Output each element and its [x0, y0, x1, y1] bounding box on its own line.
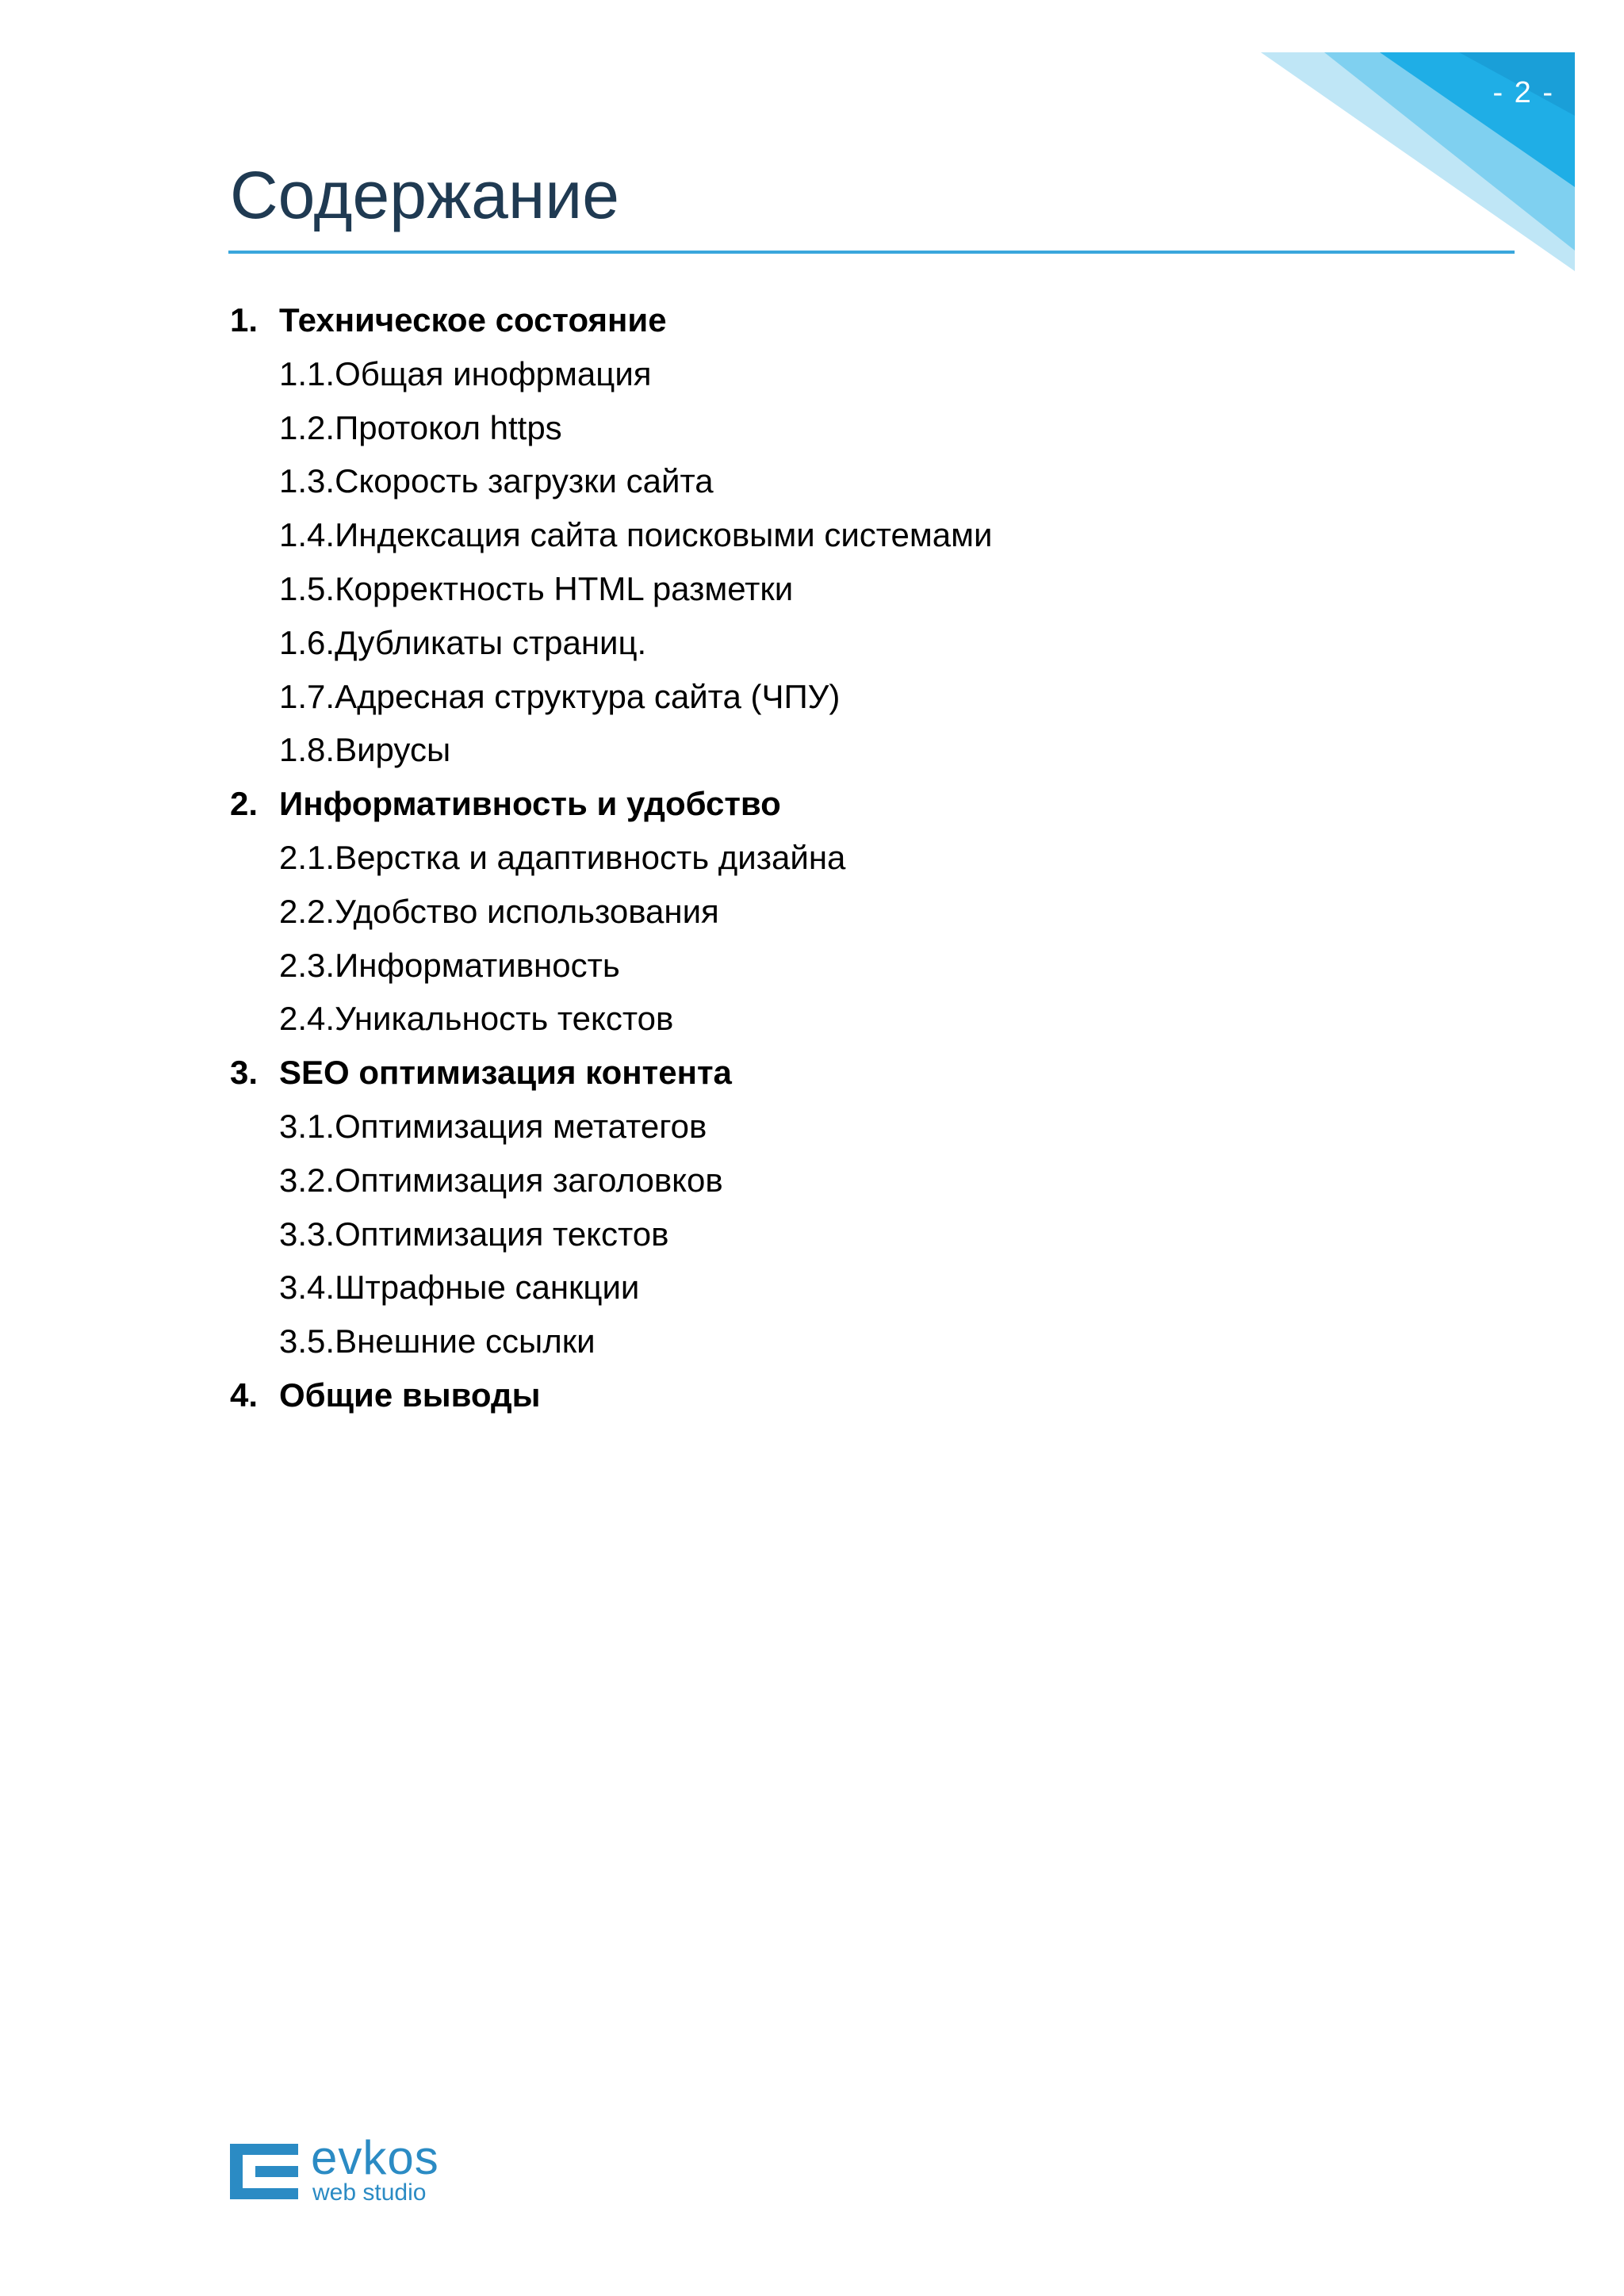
toc-entry-label: Скорость загрузки сайта — [335, 462, 714, 500]
toc-subsection[interactable] — [230, 992, 992, 1046]
toc-entry-number: 3.2. — [279, 1161, 335, 1199]
toc-entry-number: 2.3. — [279, 946, 335, 984]
toc-entry-number: 2. — [230, 785, 259, 823]
toc-entry-label: Оптимизация метатегов — [335, 1107, 707, 1145]
toc-subsection[interactable] — [230, 508, 992, 562]
toc-entry-label: Удобство использования — [335, 892, 719, 930]
toc-subsection[interactable] — [230, 454, 992, 508]
toc-subsection[interactable] — [230, 616, 992, 670]
toc-entry-label: Внешние ссылки — [335, 1322, 596, 1360]
toc-section[interactable] — [230, 777, 992, 831]
toc-entry-number: 1.5. — [279, 569, 335, 607]
logo-name: evkos — [311, 2131, 439, 2184]
toc-subsection[interactable] — [230, 1207, 992, 1261]
toc-entry-label: Общая инофрмация — [335, 354, 652, 392]
table-of-contents — [230, 293, 992, 1422]
toc-section[interactable] — [230, 1368, 992, 1422]
toc-entry-number: 3.4. — [279, 1269, 335, 1307]
toc-subsection[interactable] — [230, 939, 992, 993]
logo-icon — [230, 2144, 298, 2199]
toc-entry-number: 1.4. — [279, 516, 335, 554]
toc-entry-number: 1.8. — [279, 731, 335, 769]
toc-entry-label: Общие выводы — [279, 1376, 541, 1414]
toc-subsection[interactable] — [230, 562, 992, 616]
toc-subsection[interactable] — [230, 1154, 992, 1207]
toc-entry-number: 3.1. — [279, 1107, 335, 1145]
toc-entry-label: Оптимизация заголовков — [335, 1161, 723, 1199]
toc-subsection[interactable] — [230, 885, 992, 939]
toc-entry-label: Техническое состояние — [279, 301, 667, 339]
toc-entry-number: 1.6. — [279, 623, 335, 661]
toc-entry-label: Корректность HTML разметки — [335, 569, 794, 607]
toc-entry-label: Уникальность текстов — [335, 1000, 674, 1038]
toc-subsection[interactable] — [230, 1314, 992, 1368]
toc-entry-number: 4. — [230, 1376, 259, 1414]
toc-entry-label: Штрафные санкции — [335, 1269, 640, 1307]
toc-subsection[interactable] — [230, 670, 992, 724]
toc-entry-number: 3. — [230, 1054, 259, 1092]
logo-tagline: web studio — [312, 2179, 427, 2206]
evkos-logo — [230, 2131, 468, 2212]
toc-entry-label: SEO оптимизация контента — [279, 1054, 732, 1092]
toc-entry-number: 2.1. — [279, 838, 335, 876]
toc-section[interactable] — [230, 293, 992, 347]
toc-entry-label: Информативность и удобство — [279, 785, 781, 823]
toc-entry-label: Верстка и адаптивность дизайна — [335, 838, 846, 876]
toc-entry-label: Оптимизация текстов — [335, 1215, 669, 1253]
toc-entry-number: 1. — [230, 301, 259, 339]
toc-subsection[interactable] — [230, 831, 992, 885]
page-number: - 2 - — [1492, 76, 1554, 109]
toc-entry-number: 1.7. — [279, 677, 335, 715]
toc-entry-label: Информативность — [335, 946, 620, 984]
toc-entry-label: Адресная структура сайта (ЧПУ) — [335, 677, 841, 715]
title-divider — [228, 251, 1515, 254]
toc-subsection[interactable] — [230, 401, 992, 455]
toc-entry-number: 1.1. — [279, 354, 335, 392]
toc-subsection[interactable] — [230, 723, 992, 777]
toc-entry-number: 3.3. — [279, 1215, 335, 1253]
toc-subsection[interactable] — [230, 347, 992, 401]
toc-entry-number: 2.4. — [279, 1000, 335, 1038]
toc-entry-number: 2.2. — [279, 892, 335, 930]
toc-entry-label: Вирусы — [335, 731, 451, 769]
toc-entry-number: 1.2. — [279, 408, 335, 446]
toc-entry-label: Индексация сайта поисковыми системами — [335, 516, 993, 554]
page-title: Содержание — [230, 158, 619, 232]
toc-subsection[interactable] — [230, 1100, 992, 1154]
toc-entry-label: Дубликаты страниц. — [335, 623, 647, 661]
toc-entry-label: Протокол https — [335, 408, 562, 446]
toc-entry-number: 1.3. — [279, 462, 335, 500]
toc-subsection[interactable] — [230, 1261, 992, 1314]
toc-entry-number: 3.5. — [279, 1322, 335, 1360]
toc-section[interactable] — [230, 1046, 992, 1100]
